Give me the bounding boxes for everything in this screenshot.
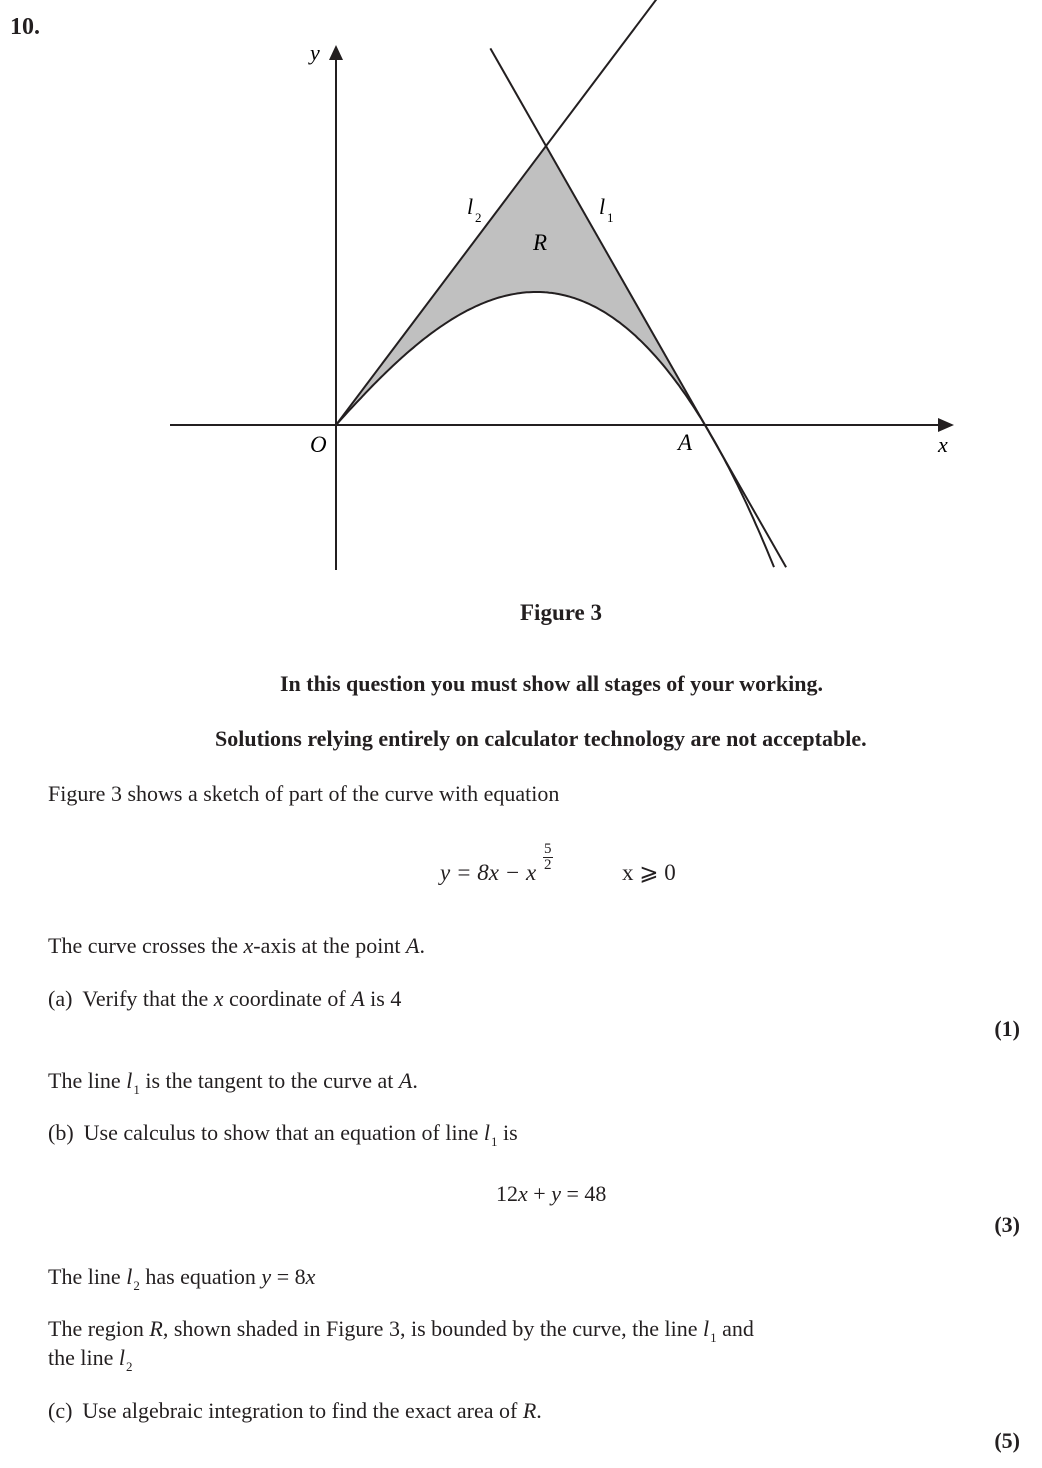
point-a-label: A <box>678 430 693 455</box>
text-span: the line <box>48 1345 119 1370</box>
line-l1-equation <box>496 1181 606 1207</box>
x-axis-arrowhead <box>938 418 954 432</box>
part-c-label: (c) <box>48 1398 73 1423</box>
text-span: The line <box>48 1264 127 1289</box>
exponent-numerator: 5 <box>544 841 552 857</box>
text-span: Use algebraic integration to find the exact area of <box>82 1398 523 1423</box>
text-span: x <box>213 986 224 1011</box>
figure-3-diagram <box>0 0 1042 600</box>
text-span: R <box>522 1398 537 1423</box>
text-span: A <box>398 1068 413 1093</box>
text-span: A <box>351 986 365 1011</box>
question-number: 10. <box>10 14 40 40</box>
part-b <box>48 1120 518 1150</box>
part-c <box>48 1398 542 1424</box>
text-span: x <box>305 1264 316 1289</box>
text-span: . <box>536 1398 542 1423</box>
shaded-region-r <box>336 146 705 425</box>
figure-caption: Figure 3 <box>520 600 602 625</box>
text-span: The line <box>48 1068 127 1093</box>
text-span: + <box>527 1181 552 1206</box>
instruction-no-calculator: Solutions relying entirely on calculator technology are not acceptable. <box>215 726 867 751</box>
text-span: Verify that the <box>82 986 214 1011</box>
intro-text: Figure 3 shows a sketch of part of the curve with equation <box>48 781 560 806</box>
line-l1-label: l <box>599 194 606 219</box>
text-span: l <box>118 1345 125 1370</box>
part-a <box>48 986 401 1012</box>
line-l2-text <box>48 1264 315 1294</box>
line-l2-label-subscript: 2 <box>475 210 482 225</box>
y-axis-arrowhead <box>329 45 343 60</box>
region-text-line1 <box>48 1316 754 1346</box>
text-span: l <box>126 1264 133 1289</box>
subscript: 2 <box>133 1278 140 1293</box>
region-text-line2 <box>48 1345 133 1375</box>
region-r-label: R <box>533 230 548 255</box>
exponent-denominator: 2 <box>544 857 552 873</box>
y-axis-label: y <box>310 40 320 65</box>
text-span: l <box>703 1316 710 1341</box>
text-span: l <box>126 1068 133 1093</box>
text-span: = 8 <box>271 1264 306 1289</box>
part-b-marks: (3) <box>994 1212 1020 1237</box>
curve-equation-lhs: y = 8x − x <box>440 860 537 885</box>
part-b-label: (b) <box>48 1120 74 1145</box>
text-span: -axis at the point <box>253 933 406 958</box>
curve-equation-exponent <box>543 842 553 873</box>
text-span: is 4 <box>364 986 402 1011</box>
text-span: 12 <box>496 1181 518 1206</box>
text-span: x <box>243 933 254 958</box>
text-span: The curve crosses the <box>48 933 244 958</box>
text-span: , shown shaded in Figure 3, is bounded by the curve, the line <box>162 1316 703 1341</box>
curve-equation <box>440 841 552 886</box>
text-span: Use calculus to show that an equation of line <box>83 1120 484 1145</box>
text-span: and <box>716 1316 754 1341</box>
text-span: y <box>551 1181 561 1206</box>
subscript: 1 <box>710 1330 717 1345</box>
subscript: 1 <box>133 1082 140 1097</box>
x-axis-label: x <box>938 432 948 457</box>
text-span: = 48 <box>560 1181 607 1206</box>
origin-label: O <box>310 432 327 457</box>
part-c-marks: (5) <box>994 1428 1020 1453</box>
tangent-text <box>48 1068 418 1098</box>
text-span: has equation <box>139 1264 262 1289</box>
curve-domain-condition: x ⩾ 0 <box>622 860 676 885</box>
instruction-show-working: In this question you must show all stages of your working. <box>280 671 823 696</box>
text-span: coordinate of <box>223 986 352 1011</box>
part-a-label: (a) <box>48 986 73 1011</box>
text-span: . <box>419 933 425 958</box>
text-span: . <box>412 1068 418 1093</box>
text-span: A <box>406 933 420 958</box>
text-span: The region <box>48 1316 150 1341</box>
line-l2-label: l <box>467 194 474 219</box>
text-span: y <box>261 1264 272 1289</box>
part-a-marks: (1) <box>994 1016 1020 1041</box>
subscript: 2 <box>126 1359 133 1374</box>
subscript: 1 <box>490 1134 498 1149</box>
text-span: x <box>518 1181 528 1206</box>
line-l1-label-subscript: 1 <box>607 210 614 225</box>
crosses-axis-text <box>48 933 425 959</box>
text-span: is <box>497 1120 518 1145</box>
text-span: R <box>149 1316 163 1341</box>
text-span: l <box>483 1120 490 1145</box>
text-span: is the tangent to the curve at <box>139 1068 399 1093</box>
line-l1-tangent <box>490 48 786 567</box>
